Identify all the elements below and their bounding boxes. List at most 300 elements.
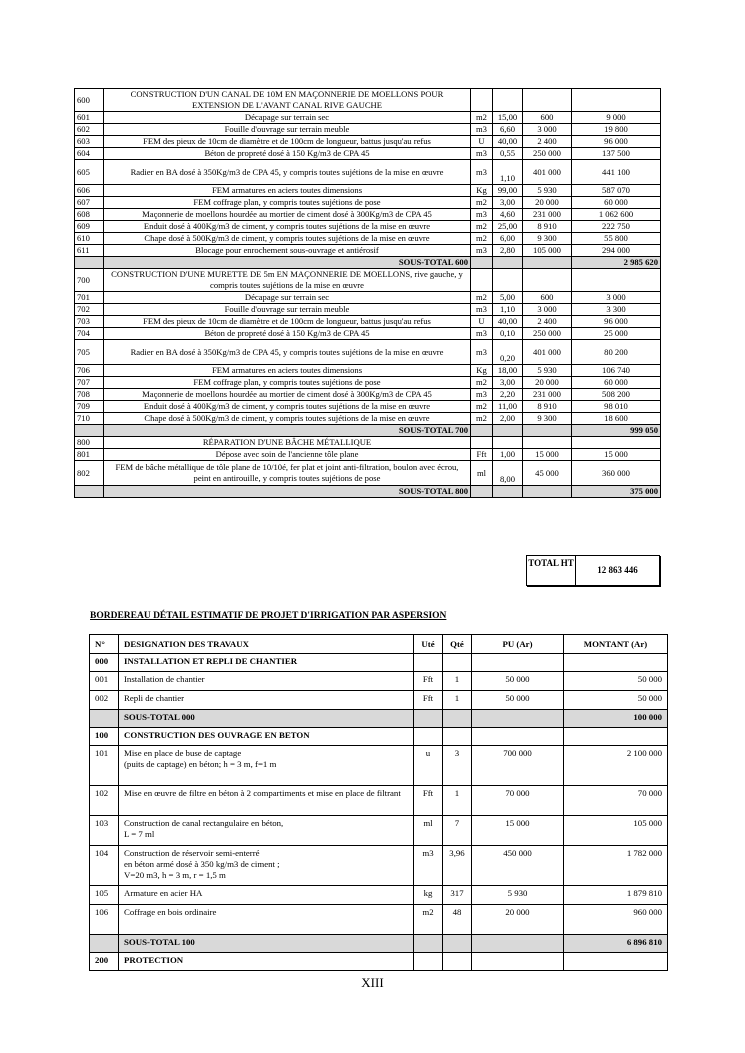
item-designation: Construction de canal rectangulaire en béton, L = 7 ml — [119, 816, 414, 846]
item-designation: Maçonnerie de moellons hourdée au mortier de ciment dosé à 300Kg/m3 de CPA 45 — [104, 209, 471, 221]
item-amount — [572, 437, 661, 449]
item-quantity: 0,55 — [493, 148, 523, 160]
item-designation: FEM coffrage plan, y compris toutes sujétions de pose — [104, 197, 471, 209]
item-amount: 100 000 — [564, 710, 668, 728]
item-unit-price: 70 000 — [472, 786, 564, 816]
item-amount: 1 782 000 — [564, 846, 668, 886]
item-unit-price: 401 000 — [523, 160, 572, 185]
item-quantity: 2,20 — [493, 389, 523, 401]
item-unit — [471, 269, 493, 292]
item-unit: m3 — [471, 304, 493, 316]
item-amount: 587 070 — [572, 185, 661, 197]
item-designation: Décapage sur terrain sec — [104, 112, 471, 124]
item-quantity: 48 — [443, 905, 472, 935]
item-designation: FEM coffrage plan, y compris toutes sujétions de pose — [104, 377, 471, 389]
subtotal-row — [90, 935, 668, 953]
item-designation: Mise en place de buse de captage (puits de captage) en béton; h = 3 m, f=1 m — [119, 746, 414, 786]
item-designation: Construction de réservoir semi-enterré en béton armé dosé à 350 kg/m3 de ciment ; V=20 m3, h = 3 m, r = 1,5 m — [119, 846, 414, 886]
item-unit-price — [523, 257, 572, 269]
item-quantity — [443, 953, 472, 971]
item-unit: Kg — [471, 365, 493, 377]
item-amount: 106 740 — [572, 365, 661, 377]
item-quantity: 3,96 — [443, 846, 472, 886]
item-unit — [414, 728, 443, 746]
item-unit-price — [523, 89, 572, 112]
item-unit-price: 8 910 — [523, 401, 572, 413]
item-quantity: 4,60 — [493, 209, 523, 221]
item-amount: 3 300 — [572, 304, 661, 316]
item-quantity: 317 — [443, 886, 472, 905]
table-row — [90, 786, 668, 816]
item-amount: 6 896 810 — [564, 935, 668, 953]
item-unit: m2 — [471, 197, 493, 209]
table-row — [90, 746, 668, 786]
item-unit-price: 9 300 — [523, 413, 572, 425]
item-number: 610 — [75, 233, 104, 245]
item-designation: CONSTRUCTION D'UN CANAL DE 10M EN MAÇONNERIE DE MOELLONS POUR EXTENSION DE L'AVANT CANAL RIVE GAUCHE — [104, 89, 471, 112]
item-number: 708 — [75, 389, 104, 401]
item-number: 106 — [90, 905, 119, 935]
item-unit-price: 450 000 — [472, 846, 564, 886]
table-row — [90, 654, 668, 672]
item-quantity: 8,00 — [493, 461, 523, 486]
item-designation: Maçonnerie de moellons hourdée au mortier de ciment dosé à 300Kg/m3 de CPA 45 — [104, 389, 471, 401]
table-row — [90, 886, 668, 905]
item-quantity — [493, 257, 523, 269]
item-unit: U — [471, 316, 493, 328]
item-unit-price — [523, 425, 572, 437]
item-unit — [414, 654, 443, 672]
item-designation: SOUS-TOTAL 700 — [104, 425, 471, 437]
item-unit-price: 105 000 — [523, 245, 572, 257]
item-unit: m2 — [414, 905, 443, 935]
table-row — [75, 377, 661, 389]
item-designation: Décapage sur terrain sec — [104, 292, 471, 304]
grand-total-value: 12 863 446 — [597, 565, 638, 575]
item-unit: u — [414, 746, 443, 786]
table-row — [75, 328, 661, 340]
item-quantity: 5,00 — [493, 292, 523, 304]
item-unit: m3 — [471, 209, 493, 221]
item-unit: m3 — [414, 846, 443, 886]
item-designation: SOUS-TOTAL 600 — [104, 257, 471, 269]
item-designation: SOUS-TOTAL 000 — [119, 710, 414, 728]
item-amount: 999 050 — [572, 425, 661, 437]
table-header-row — [90, 635, 668, 654]
item-number: 800 — [75, 437, 104, 449]
item-quantity: 7 — [443, 816, 472, 846]
table-row — [75, 413, 661, 425]
table-row — [90, 816, 668, 846]
item-number — [75, 486, 104, 498]
item-unit — [471, 437, 493, 449]
item-unit-price: 600 — [523, 112, 572, 124]
item-number: 101 — [90, 746, 119, 786]
item-amount: 60 000 — [572, 377, 661, 389]
item-quantity: 25,00 — [493, 221, 523, 233]
item-unit-price — [472, 654, 564, 672]
item-designation: CONSTRUCTION D'UNE MURETTE DE 5m EN MAÇONNERIE DE MOELLONS, rive gauche, y compris toutes sujétions de la mise en œuvre — [104, 269, 471, 292]
estimate-table-top — [74, 88, 661, 498]
item-number: 606 — [75, 185, 104, 197]
header-unit-price: PU (Ar) — [472, 635, 564, 654]
item-unit: m3 — [471, 328, 493, 340]
item-amount: 375 000 — [572, 486, 661, 498]
item-designation: SOUS-TOTAL 800 — [104, 486, 471, 498]
item-amount: 1 879 810 — [564, 886, 668, 905]
item-amount: 96 000 — [572, 316, 661, 328]
table-row — [75, 233, 661, 245]
item-designation: Mise en œuvre de filtre en béton à 2 compartiments et mise en place de filtrant — [119, 786, 414, 816]
item-number: 701 — [75, 292, 104, 304]
item-amount: 9 000 — [572, 112, 661, 124]
item-unit — [471, 257, 493, 269]
item-unit-price: 15 000 — [472, 816, 564, 846]
item-quantity: 3,00 — [493, 197, 523, 209]
item-designation: SOUS-TOTAL 100 — [119, 935, 414, 953]
item-unit-price: 5 930 — [523, 185, 572, 197]
item-quantity — [493, 269, 523, 292]
item-designation: Fouille d'ouvrage sur terrain meuble — [104, 304, 471, 316]
item-unit: m2 — [471, 413, 493, 425]
item-quantity: 11,00 — [493, 401, 523, 413]
item-designation: Chape dosé à 500Kg/m3 de ciment, y compris toutes sujétions de la mise en œuvre — [104, 413, 471, 425]
item-number: 605 — [75, 160, 104, 185]
item-number: 105 — [90, 886, 119, 905]
table-row — [75, 148, 661, 160]
item-number: 604 — [75, 148, 104, 160]
item-amount: 70 000 — [564, 786, 668, 816]
item-number: 104 — [90, 846, 119, 886]
item-amount — [572, 269, 661, 292]
item-unit — [471, 89, 493, 112]
item-quantity: 2,00 — [493, 413, 523, 425]
item-quantity: 1,10 — [493, 304, 523, 316]
item-number: 200 — [90, 953, 119, 971]
item-amount: 294 000 — [572, 245, 661, 257]
item-designation: FEM armatures en aciers toutes dimensions — [104, 185, 471, 197]
item-unit: ml — [471, 461, 493, 486]
table-row — [90, 728, 668, 746]
item-quantity: 2,80 — [493, 245, 523, 257]
item-number: 000 — [90, 654, 119, 672]
item-unit-price: 3 000 — [523, 304, 572, 316]
item-amount: 1 062 600 — [572, 209, 661, 221]
item-unit-price: 8 910 — [523, 221, 572, 233]
item-designation: FEM armatures en aciers toutes dimensions — [104, 365, 471, 377]
item-quantity: 40,00 — [493, 136, 523, 148]
item-amount: 96 000 — [572, 136, 661, 148]
grand-total-label: TOTAL HT — [527, 556, 576, 585]
item-quantity: 1 — [443, 672, 472, 691]
item-designation: PROTECTION — [119, 953, 414, 971]
table-row — [90, 905, 668, 935]
item-amount: 960 000 — [564, 905, 668, 935]
item-unit-price — [472, 710, 564, 728]
item-designation: Coffrage en bois ordinaire — [119, 905, 414, 935]
item-quantity: 18,00 — [493, 365, 523, 377]
header-unit: Uté — [414, 635, 443, 654]
item-unit: Fft — [414, 786, 443, 816]
item-unit: m3 — [471, 148, 493, 160]
item-unit-price: 2 400 — [523, 316, 572, 328]
item-unit: Fft — [414, 691, 443, 710]
item-number: 103 — [90, 816, 119, 846]
item-amount — [564, 728, 668, 746]
item-amount: 508 200 — [572, 389, 661, 401]
item-amount — [564, 953, 668, 971]
item-designation: Radier en BA dosé à 350Kg/m3 de CPA 45, y compris toutes sujétions de la mise en œuvre — [104, 160, 471, 185]
item-number: 702 — [75, 304, 104, 316]
table-row — [75, 365, 661, 377]
table-row — [90, 846, 668, 886]
item-quantity: 6,00 — [493, 233, 523, 245]
item-designation: Installation de chantier — [119, 672, 414, 691]
item-unit: m3 — [471, 340, 493, 365]
item-unit — [414, 935, 443, 953]
item-number: 602 — [75, 124, 104, 136]
item-quantity: 1,00 — [493, 449, 523, 461]
table-row — [75, 160, 661, 185]
header-designation: DESIGNATION DES TRAVAUX — [119, 635, 414, 654]
table-row — [75, 304, 661, 316]
item-number: 600 — [75, 89, 104, 112]
item-number: 608 — [75, 209, 104, 221]
item-amount: 2 985 620 — [572, 257, 661, 269]
table-row — [75, 401, 661, 413]
item-amount — [564, 654, 668, 672]
item-unit-price: 15 000 — [523, 449, 572, 461]
item-unit — [414, 953, 443, 971]
item-number: 707 — [75, 377, 104, 389]
item-unit-price: 700 000 — [472, 746, 564, 786]
table-row — [75, 316, 661, 328]
item-unit-price — [472, 935, 564, 953]
item-unit: m2 — [471, 292, 493, 304]
item-amount: 25 000 — [572, 328, 661, 340]
item-number: 609 — [75, 221, 104, 233]
item-number: 705 — [75, 340, 104, 365]
item-unit-price — [472, 728, 564, 746]
item-unit-price: 45 000 — [523, 461, 572, 486]
item-unit-price: 250 000 — [523, 148, 572, 160]
item-unit: U — [471, 136, 493, 148]
item-amount: 137 500 — [572, 148, 661, 160]
item-designation: Blocage pour enrochement sous-ouvrage et antiérosif — [104, 245, 471, 257]
item-unit-price: 50 000 — [472, 691, 564, 710]
table-row — [75, 221, 661, 233]
subtotal-row — [75, 486, 661, 498]
table-row — [90, 953, 668, 971]
header-quantity: Qté — [443, 635, 472, 654]
item-unit-price: 231 000 — [523, 389, 572, 401]
section-title: BORDEREAU DÉTAIL ESTIMATIF DE PROJET D'IRRIGATION PAR ASPERSION — [90, 611, 447, 621]
item-quantity — [443, 728, 472, 746]
item-number — [90, 710, 119, 728]
item-quantity: 1 — [443, 691, 472, 710]
table-row — [75, 209, 661, 221]
table-row — [75, 112, 661, 124]
item-number: 102 — [90, 786, 119, 816]
item-number: 703 — [75, 316, 104, 328]
item-number: 700 — [75, 269, 104, 292]
item-designation: FEM de bâche métallique de tôle plane de 10/10é, fer plat et joint anti-filtration, boulon avec écrou, peint en antirouille, y compris toutes sujétions de pose — [104, 461, 471, 486]
item-amount: 80 200 — [572, 340, 661, 365]
item-number — [75, 425, 104, 437]
estimate-table-bottom — [89, 634, 668, 971]
item-unit-price: 250 000 — [523, 328, 572, 340]
item-designation: Repli de chantier — [119, 691, 414, 710]
item-amount: 98 010 — [572, 401, 661, 413]
item-unit-price: 2 400 — [523, 136, 572, 148]
table-row — [75, 461, 661, 486]
item-unit: m2 — [471, 377, 493, 389]
item-unit: m3 — [471, 124, 493, 136]
item-amount: 55 800 — [572, 233, 661, 245]
item-quantity: 6,60 — [493, 124, 523, 136]
item-unit: ml — [414, 816, 443, 846]
item-unit-price: 600 — [523, 292, 572, 304]
item-unit: m2 — [471, 112, 493, 124]
table-row — [75, 340, 661, 365]
item-unit-price: 50 000 — [472, 672, 564, 691]
item-number: 603 — [75, 136, 104, 148]
item-number: 802 — [75, 461, 104, 486]
item-designation: Enduit dosé à 400Kg/m3 de ciment, y compris toutes sujétions de la mise en œuvre — [104, 401, 471, 413]
item-unit: m2 — [471, 221, 493, 233]
item-quantity: 40,00 — [493, 316, 523, 328]
item-quantity: 15,00 — [493, 112, 523, 124]
subtotal-row — [75, 425, 661, 437]
item-unit: m3 — [471, 389, 493, 401]
item-unit — [414, 710, 443, 728]
item-amount — [572, 89, 661, 112]
table-row — [90, 672, 668, 691]
item-unit — [471, 486, 493, 498]
item-amount: 105 000 — [564, 816, 668, 846]
item-number: 607 — [75, 197, 104, 209]
item-number: 601 — [75, 112, 104, 124]
item-quantity: 1,10 — [493, 160, 523, 185]
table-row — [75, 136, 661, 148]
item-unit-price: 5 930 — [472, 886, 564, 905]
item-amount: 2 100 000 — [564, 746, 668, 786]
item-unit-price: 20 000 — [523, 197, 572, 209]
item-designation: INSTALLATION ET REPLI DE CHANTIER — [119, 654, 414, 672]
item-unit-price: 9 300 — [523, 233, 572, 245]
item-designation: FEM des pieux de 10cm de diamètre et de 100cm de longueur, battus jusqu'au refus — [104, 316, 471, 328]
item-unit: Kg — [471, 185, 493, 197]
item-quantity: 3,00 — [493, 377, 523, 389]
subtotal-row — [75, 257, 661, 269]
item-number — [90, 935, 119, 953]
item-amount: 15 000 — [572, 449, 661, 461]
item-designation: Radier en BA dosé à 350Kg/m3 de CPA 45, y compris toutes sujétions de la mise en œuvre — [104, 340, 471, 365]
item-number: 709 — [75, 401, 104, 413]
item-quantity — [443, 654, 472, 672]
item-unit-price — [523, 486, 572, 498]
item-quantity — [493, 486, 523, 498]
item-quantity: 99,00 — [493, 185, 523, 197]
item-unit: Fft — [471, 449, 493, 461]
page-number: XIII — [361, 975, 384, 990]
item-quantity — [493, 425, 523, 437]
item-amount: 50 000 — [564, 672, 668, 691]
item-unit-price: 3 000 — [523, 124, 572, 136]
item-number: 801 — [75, 449, 104, 461]
item-unit-price: 401 000 — [523, 340, 572, 365]
item-unit: m3 — [471, 160, 493, 185]
item-designation: Fouille d'ouvrage sur terrain meuble — [104, 124, 471, 136]
table-row — [75, 437, 661, 449]
item-number: 710 — [75, 413, 104, 425]
item-quantity — [443, 710, 472, 728]
item-unit: Fft — [414, 672, 443, 691]
item-unit-price — [523, 437, 572, 449]
table-row — [75, 197, 661, 209]
item-quantity: 0,10 — [493, 328, 523, 340]
item-unit — [471, 425, 493, 437]
item-designation: Armature en acier HA — [119, 886, 414, 905]
item-designation: Béton de propreté dosé à 150 Kg/m3 de CPA 45 — [104, 148, 471, 160]
item-amount: 60 000 — [572, 197, 661, 209]
item-designation: FEM des pieux de 10cm de diamètre et de 100cm de longueur, battus jusqu'au refus — [104, 136, 471, 148]
item-unit-price: 20 000 — [472, 905, 564, 935]
item-designation: Enduit dosé à 400Kg/m3 de ciment, y compris toutes sujétions de la mise en œuvre — [104, 221, 471, 233]
item-number: 704 — [75, 328, 104, 340]
item-designation: RÉPARATION D'UNE BÂCHE MÉTALLIQUE — [104, 437, 471, 449]
item-number: 002 — [90, 691, 119, 710]
table-row — [75, 269, 661, 292]
table-row — [75, 389, 661, 401]
item-unit: m3 — [471, 245, 493, 257]
item-quantity: 3 — [443, 746, 472, 786]
item-designation: CONSTRUCTION DES OUVRAGE EN BETON — [119, 728, 414, 746]
item-amount: 441 100 — [572, 160, 661, 185]
item-number: 100 — [90, 728, 119, 746]
item-amount: 50 000 — [564, 691, 668, 710]
item-unit-price — [523, 269, 572, 292]
item-amount: 19 800 — [572, 124, 661, 136]
item-quantity — [493, 89, 523, 112]
table-row — [75, 124, 661, 136]
item-amount: 222 750 — [572, 221, 661, 233]
item-quantity — [493, 437, 523, 449]
item-unit: m2 — [471, 233, 493, 245]
item-unit-price: 5 930 — [523, 365, 572, 377]
item-quantity — [443, 935, 472, 953]
item-unit: kg — [414, 886, 443, 905]
item-unit: m2 — [471, 401, 493, 413]
item-unit-price: 20 000 — [523, 377, 572, 389]
item-designation: Chape dosé à 500Kg/m3 de ciment, y compris toutes sujétions de la mise en œuvre — [104, 233, 471, 245]
item-amount: 360 000 — [572, 461, 661, 486]
table-row — [75, 449, 661, 461]
item-unit-price: 231 000 — [523, 209, 572, 221]
item-unit-price — [472, 953, 564, 971]
item-number: 001 — [90, 672, 119, 691]
table-row — [75, 185, 661, 197]
subtotal-row — [90, 710, 668, 728]
item-designation: Béton de propreté dosé à 150 Kg/m3 de CPA 45 — [104, 328, 471, 340]
item-designation: Dépose avec soin de l'ancienne tôle plane — [104, 449, 471, 461]
item-quantity: 0,20 — [493, 340, 523, 365]
item-quantity: 1 — [443, 786, 472, 816]
item-amount: 3 000 — [572, 292, 661, 304]
table-row — [90, 691, 668, 710]
header-amount: MONTANT (Ar) — [564, 635, 668, 654]
table-row — [75, 89, 661, 112]
